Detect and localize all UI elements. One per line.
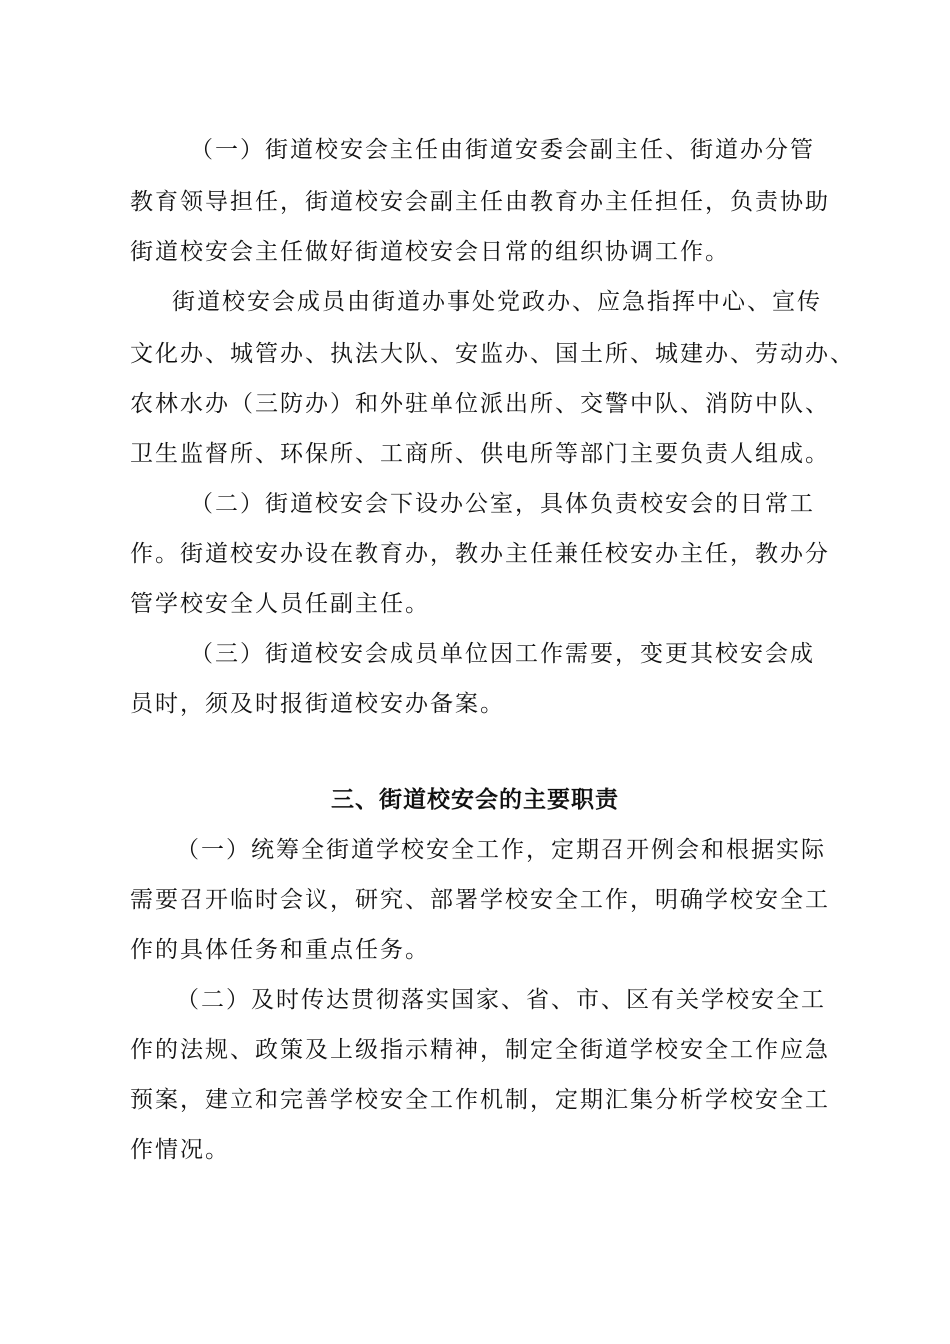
paragraph-line: 作的具体任务和重点任务。: [130, 937, 430, 963]
paragraph-line: 农林水办（三防办）和外驻单位派出所、交警中队、消防中队、: [130, 391, 830, 417]
paragraph-line: （二）及时传达贯彻落实国家、省、市、区有关学校安全工: [176, 987, 826, 1013]
paragraph-line: （一）街道校安会主任由街道安委会副主任、街道办分管: [190, 137, 815, 163]
section-heading: 三、街道校安会的主要职责: [331, 787, 619, 813]
paragraph-line: 作。街道校安办设在教育办，教办主任兼任校安办主任，教办分: [130, 541, 830, 567]
paragraph-line: （一）统筹全街道学校安全工作，定期召开例会和根据实际: [176, 837, 826, 863]
paragraph-line: 员时，须及时报街道校安办备案。: [130, 691, 505, 717]
paragraph-line: 预案，建立和完善学校安全工作机制，定期汇集分析学校安全工: [130, 1087, 830, 1113]
paragraph-line: 街道校安会主任做好街道校安会日常的组织协调工作。: [130, 239, 730, 265]
paragraph-line: 文化办、城管办、执法大队、安监办、国土所、城建办、劳动办、: [130, 341, 855, 367]
paragraph-line: （三）街道校安会成员单位因工作需要，变更其校安会成: [190, 641, 815, 667]
paragraph-line: 作的法规、政策及上级指示精神，制定全街道学校安全工作应急: [130, 1037, 830, 1063]
paragraph-line: 需要召开临时会议，研究、部署学校安全工作，明确学校安全工: [130, 887, 830, 913]
paragraph-line: 街道校安会成员由街道办事处党政办、应急指挥中心、宣传: [172, 289, 822, 315]
paragraph-line: 卫生监督所、环保所、工商所、供电所等部门主要负责人组成。: [130, 441, 830, 467]
paragraph-line: 作情况。: [130, 1137, 230, 1163]
paragraph-line: （二）街道校安会下设办公室，具体负责校安会的日常工: [190, 491, 815, 517]
paragraph-line: 教育领导担任，街道校安会副主任由教育办主任担任，负责协助: [130, 189, 830, 215]
paragraph-line: 管学校安全人员任副主任。: [130, 591, 430, 617]
